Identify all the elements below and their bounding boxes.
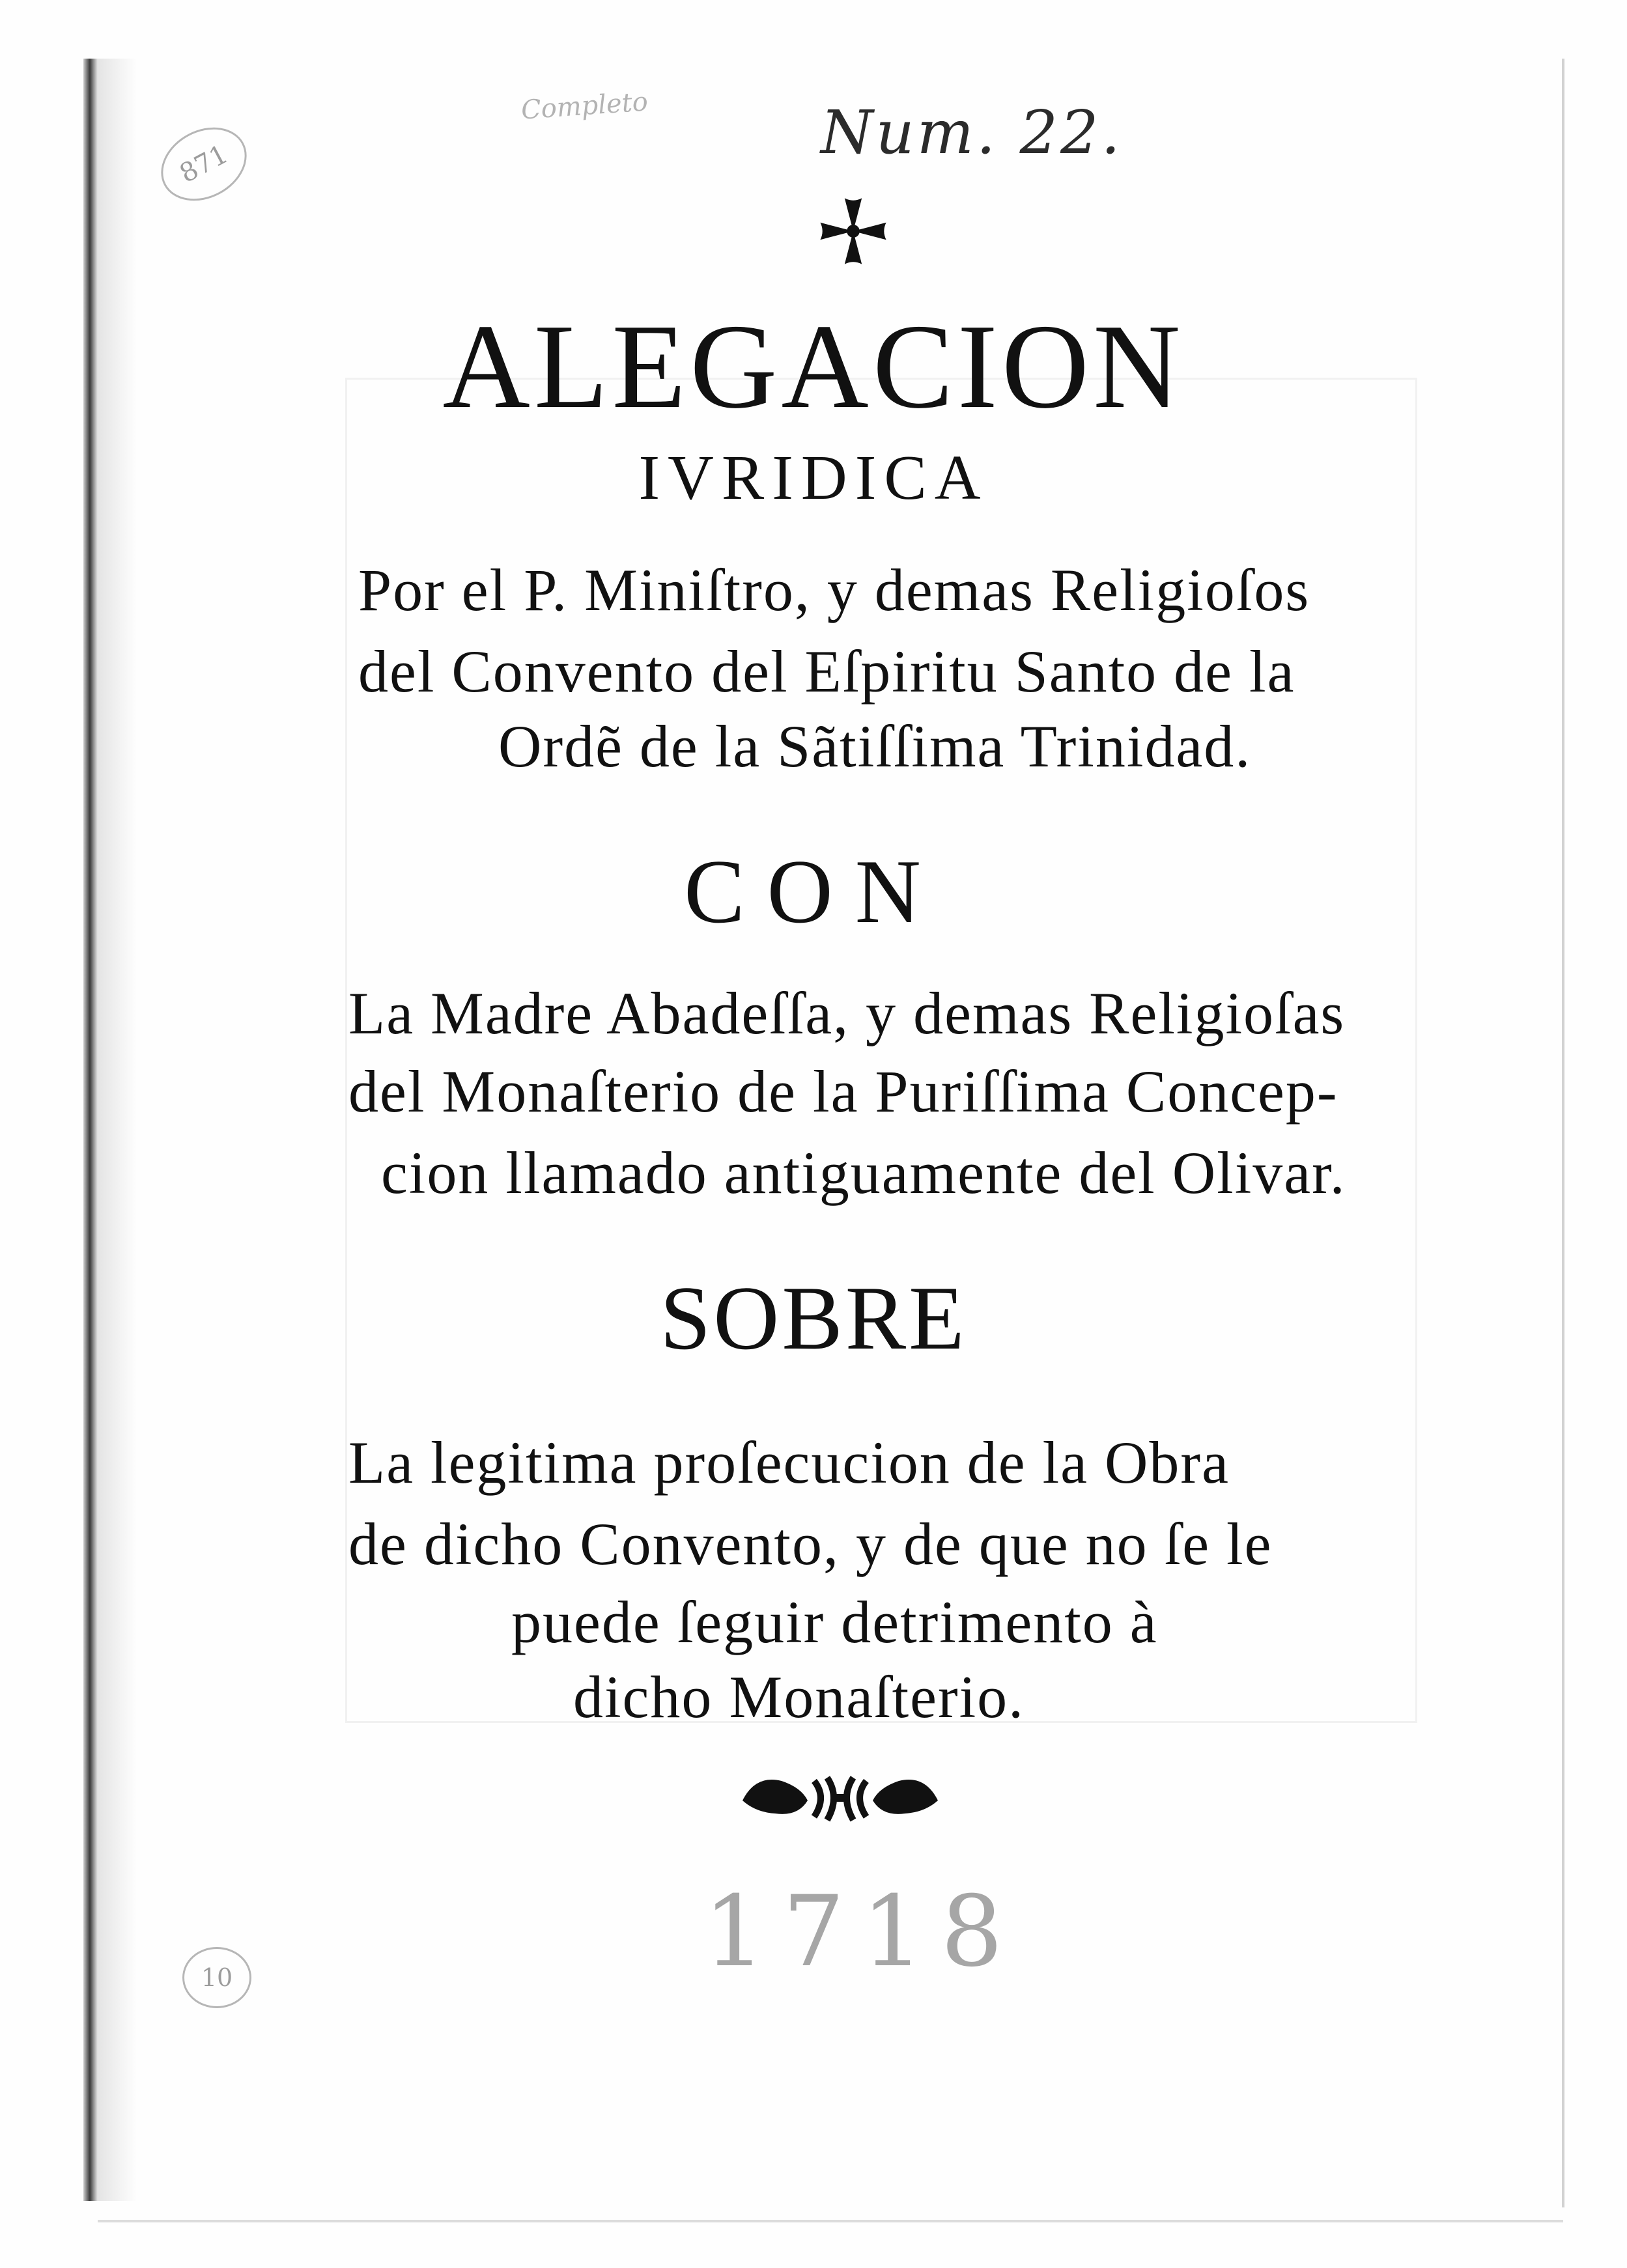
sobre-line-3: puede ſeguir detrimento à bbox=[511, 1589, 1158, 1655]
por-line-1: Por el P. Miniſtro, y demas Religioſos bbox=[358, 557, 1310, 623]
cross-patty-icon bbox=[817, 195, 889, 267]
year-annotation: 1718 bbox=[703, 1875, 1020, 1989]
catalog-stamp-bottom bbox=[182, 1947, 251, 2008]
document-subtitle: IVRIDICA bbox=[638, 443, 989, 513]
con-heading: CON bbox=[684, 841, 943, 942]
por-line-2: del Convento del Eſpiritu Santo de la bbox=[358, 638, 1295, 705]
pencil-annotation: Completo bbox=[520, 87, 649, 126]
printers-fleuron-icon bbox=[736, 1761, 944, 1833]
catalog-stamp-bottom-text: 10 bbox=[201, 1963, 233, 1992]
document-title: ALEGACION bbox=[442, 300, 1185, 434]
con-line-3: cion llamado antiguamente del Olivar. bbox=[381, 1140, 1346, 1206]
ink-number-annotation: Num. 22. bbox=[821, 98, 1123, 167]
por-line-3: Ordẽ de la Sãtiſſima Trinidad. bbox=[498, 713, 1252, 779]
con-line-2: del Monaſterio de la Puriſſima Concep- bbox=[348, 1058, 1338, 1125]
catalog-stamp-top bbox=[149, 113, 260, 216]
sobre-line-1: La legitima proſecucion de la Obra bbox=[348, 1429, 1230, 1496]
page-bottom-edge bbox=[98, 2220, 1563, 2222]
con-line-1: La Madre Abadeſſa, y demas Religioſas bbox=[348, 980, 1346, 1046]
sobre-line-2: de dicho Convento, y de que no ſe le bbox=[348, 1511, 1273, 1577]
sobre-line-4: dicho Monaſterio. bbox=[573, 1664, 1025, 1730]
catalog-stamp-top-text: 871 bbox=[175, 139, 233, 189]
sobre-heading: SOBRE bbox=[660, 1268, 967, 1369]
